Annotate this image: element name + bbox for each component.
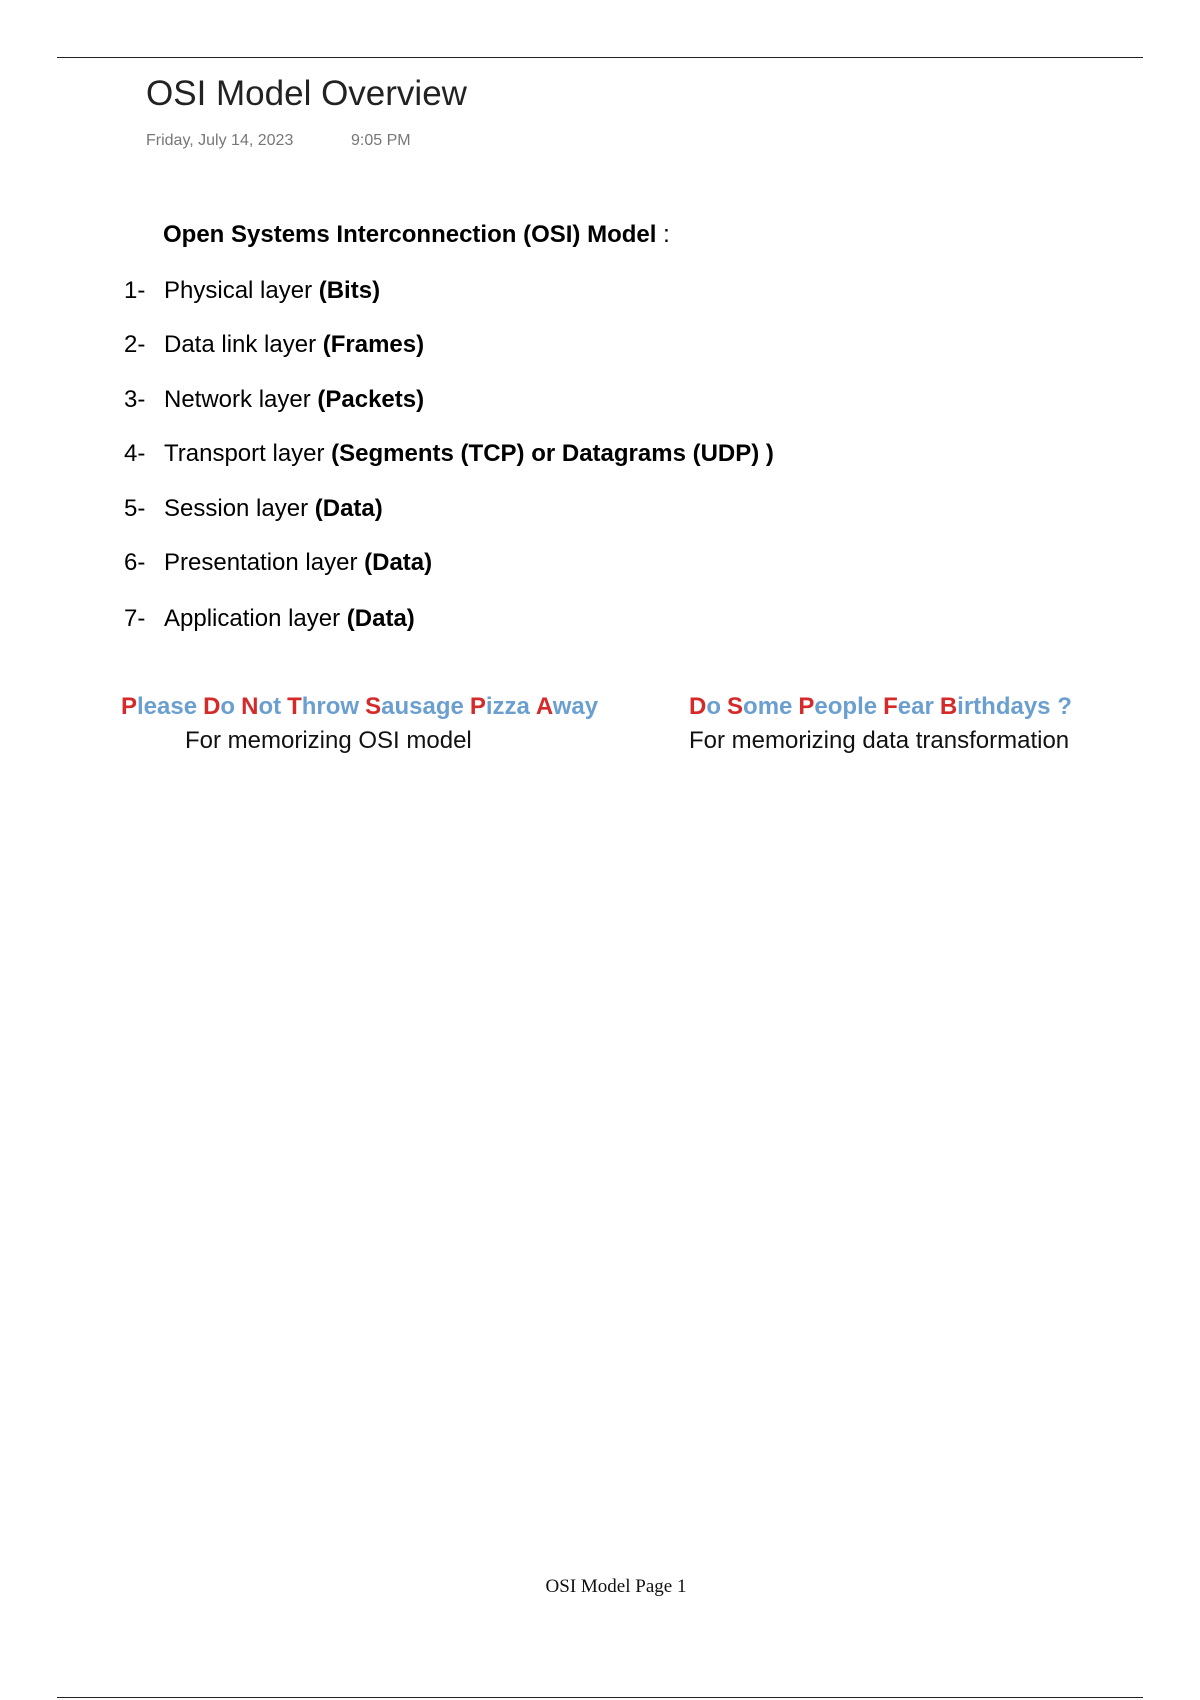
layer-name: Data link layer <box>164 331 317 358</box>
mnemonic-rest: ear <box>897 693 934 720</box>
layer-number: 1- <box>124 277 146 304</box>
mnemonic-initial: D <box>689 693 707 720</box>
section-heading-text: Open Systems Interconnection (OSI) Model <box>163 221 657 248</box>
layer-unit: (Segments (TCP) or Datagrams (UDP) ) <box>331 440 774 467</box>
layer-number: 7- <box>124 605 146 632</box>
layer-item <box>124 495 383 523</box>
mnemonic-word <box>365 693 464 720</box>
osi-mnemonic-caption: For memorizing OSI model <box>185 727 472 754</box>
mnemonic-rest: way <box>552 693 599 720</box>
mnemonic-word <box>883 693 934 720</box>
data-mnemonic <box>689 693 1072 721</box>
section-heading-suffix: : <box>656 221 670 248</box>
mnemonic-rest: o <box>706 693 722 720</box>
layer-item <box>124 605 415 633</box>
mnemonic-initial: P <box>121 693 138 720</box>
layer-number: 4- <box>124 440 146 467</box>
layer-item <box>124 440 774 468</box>
data-mnemonic-caption: For memorizing data transformation <box>689 727 1070 754</box>
mnemonic-word <box>689 693 721 720</box>
page-footer: OSI Model Page 1 <box>545 1576 687 1597</box>
mnemonic-initial: A <box>535 693 553 720</box>
mnemonic-word <box>798 693 877 720</box>
mnemonic-rest: lease <box>137 693 198 720</box>
mnemonic-rest: ausage <box>381 693 464 720</box>
layer-unit: (Data) <box>314 495 383 522</box>
layer-number: 6- <box>124 549 146 576</box>
layer-unit: (Frames) <box>322 331 425 358</box>
mnemonic-initial: B <box>939 693 958 720</box>
layer-number: 3- <box>124 386 146 413</box>
osi-mnemonic <box>121 693 598 721</box>
layer-name: Physical layer <box>164 277 313 304</box>
layer-item <box>124 549 432 577</box>
mnemonic-initial: P <box>798 693 815 720</box>
layer-unit: (Bits) <box>318 277 381 304</box>
mnemonic-rest: ot <box>258 693 282 720</box>
mnemonic-word <box>241 693 281 720</box>
mnemonic-rest: izza <box>485 693 530 720</box>
mnemonic-rest: o <box>220 693 236 720</box>
page-date: Friday, July 14, 2023 <box>146 132 294 149</box>
mnemonic-word <box>470 693 530 720</box>
mnemonic-word <box>727 693 792 720</box>
mnemonic-initial: T <box>287 693 302 720</box>
bottom-rule <box>57 1697 1143 1698</box>
layer-name: Application layer <box>164 605 341 632</box>
mnemonic-rest: ome <box>743 693 793 720</box>
layer-unit: (Data) <box>346 605 415 632</box>
layer-number: 2- <box>124 331 146 358</box>
mnemonic-word <box>287 693 359 720</box>
page-title: OSI Model Overview <box>146 74 467 113</box>
mnemonic-word <box>940 693 1072 720</box>
layer-item <box>124 331 424 359</box>
mnemonic-initial: F <box>883 693 898 720</box>
mnemonic-initial: S <box>365 693 382 720</box>
mnemonic-word <box>121 693 197 720</box>
layer-name: Network layer <box>164 386 311 413</box>
mnemonic-rest: eople <box>814 693 878 720</box>
layer-name: Transport layer <box>164 440 325 467</box>
layer-unit: (Packets) <box>317 386 425 413</box>
mnemonic-word <box>536 693 598 720</box>
mnemonic-initial: D <box>203 693 221 720</box>
mnemonic-initial: P <box>469 693 486 720</box>
mnemonic-rest: hrow <box>301 693 360 720</box>
layer-number: 5- <box>124 495 146 522</box>
section-heading <box>163 221 670 249</box>
mnemonic-initial: N <box>241 693 259 720</box>
mnemonic-initial: S <box>727 693 744 720</box>
layer-item <box>124 277 380 305</box>
layer-item <box>124 386 424 414</box>
page-time: 9:05 PM <box>351 132 411 149</box>
layer-name: Session layer <box>164 495 309 522</box>
layer-name: Presentation layer <box>164 549 358 576</box>
top-rule <box>57 57 1143 58</box>
mnemonic-rest: irthdays ? <box>957 693 1072 720</box>
layer-unit: (Data) <box>364 549 433 576</box>
mnemonic-word <box>203 693 235 720</box>
